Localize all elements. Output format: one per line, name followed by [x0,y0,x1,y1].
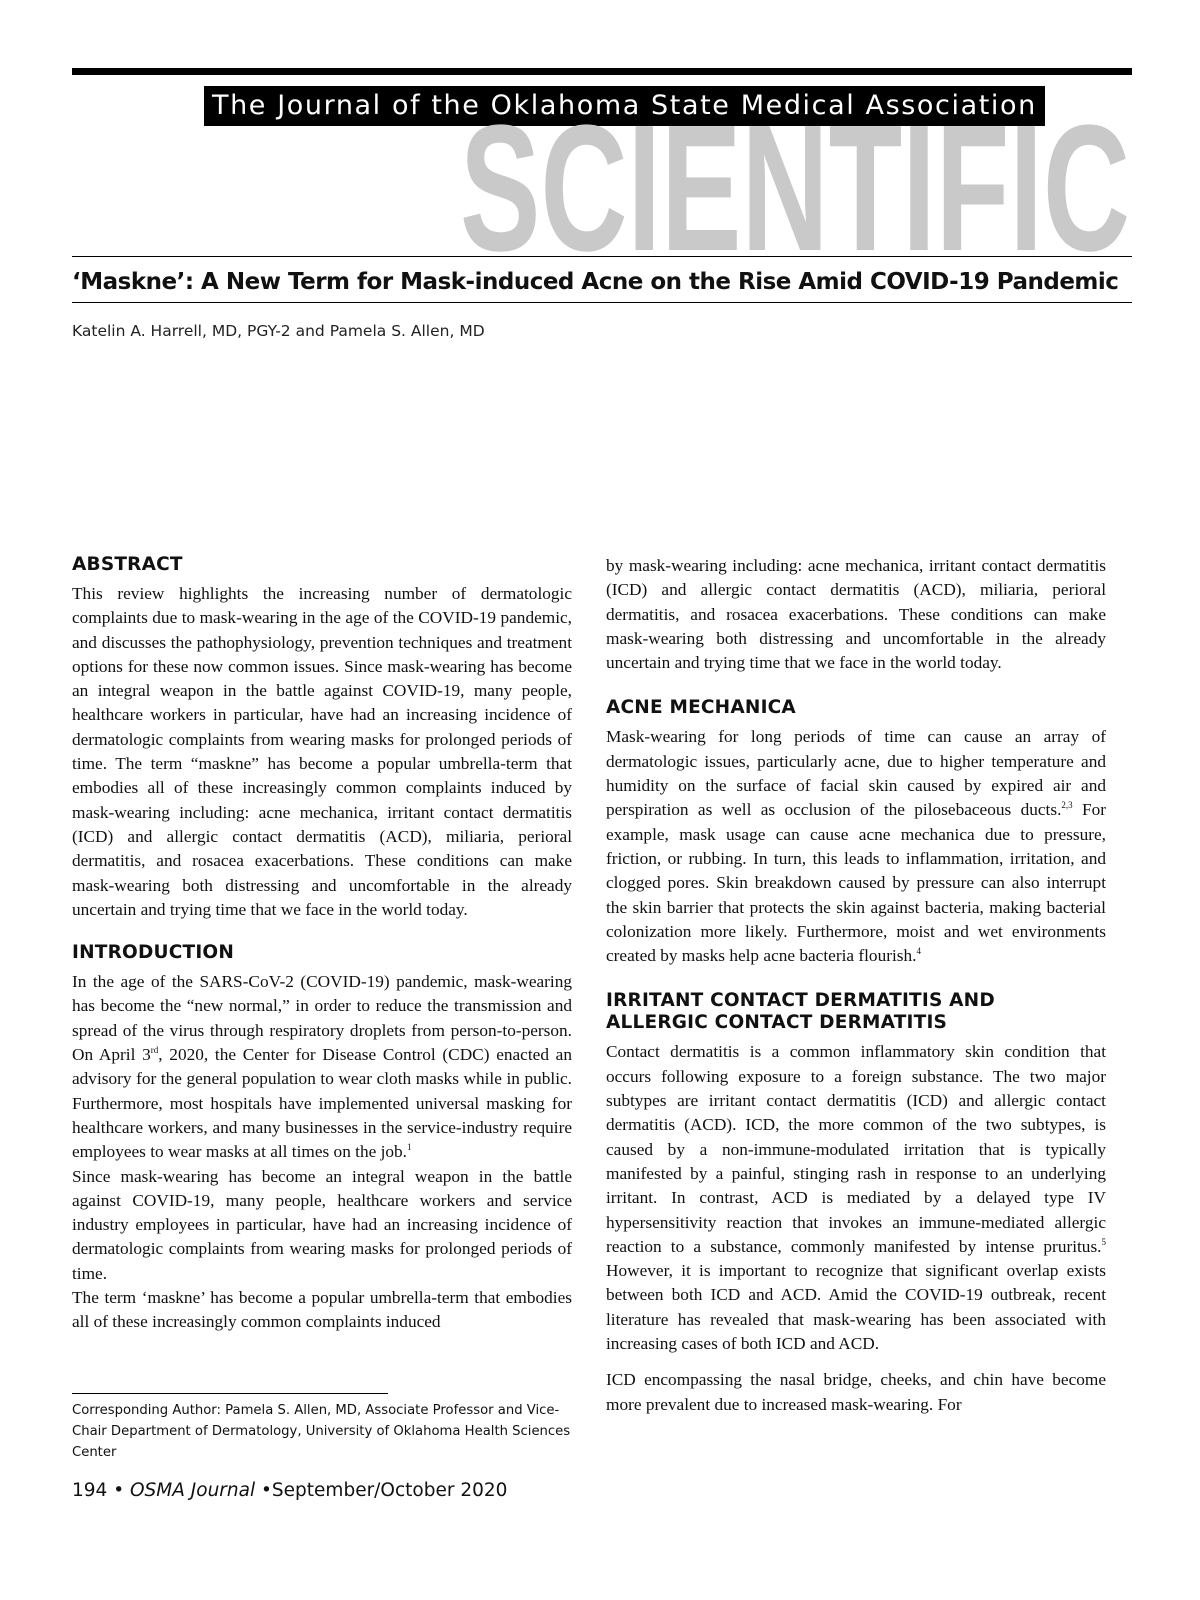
dermatitis-heading-line-2: ALLERGIC CONTACT DERMATITIS [606,1012,948,1034]
footer-issue: September/October 2020 [271,1480,508,1501]
page-number: 194 [72,1480,108,1501]
acne-mechanica-paragraph [606,725,1106,968]
title-rule-bottom [72,302,1132,303]
dermatitis-heading-line-1: IRRITANT CONTACT DERMATITIS AND [606,990,995,1012]
right-column [606,554,1106,1417]
reference-marker: 1 [407,1142,412,1153]
abstract-heading: ABSTRACT [72,554,183,575]
reference-marker: 2,3 [1061,800,1073,811]
abstract-continued-text: by mask-wearing including: acne mechanica, irritant contact dermatitis (ICD) and allergic contact dermatitis (ACD), miliaria, perioral dermatitis, and rosacea exacerbations. These conditions can make mask-wearing both distressing and uncomfortable in the already uncertain and trying time that we face in the world today. [606,556,1106,673]
dermatitis-heading [606,990,1106,1034]
introduction-paragraph-2: Since mask-wearing has become an integral weapon in the battle against COVID-19, many people, healthcare workers and service industry employees in particular, have had an increasing incidence of dermatologic complaints from wearing masks for prolonged periods of time. [72,1166,572,1283]
introduction-paragraph-3: The term ‘maskne’ has become a popular umbrella-term that embodies all of these increasingly common complaints induced [72,1288,572,1332]
section-label-scientific [460,110,1130,255]
reference-marker: 4 [916,946,921,957]
ordinal-suffix: rd [150,1045,159,1056]
section-label-text: SCIENTIFIC [460,110,1130,255]
dermatitis-text-part: However, it is important to recognize that significant overlap exists between both ICD and ACD. Amid the COVID-19 outbreak, recent literature has revealed that mask-wearing has been associated with increasing cases of both ICD and ACD. [606,1261,1106,1354]
intro-text-part: , 2020, the Center for Disease Control (CDC) enacted an advisory for the general population to wear cloth masks while in public. Furthermore, most hospitals have implemented universal masking for healthcare workers, and many businesses in the service-industry require employees to wear masks at all times on the job. [72,1045,572,1162]
footer-journal-name: OSMA Journal [130,1480,256,1501]
acne-text-part: For example, mask usage can cause acne mechanica due to pressure, friction, or rubbing. In turn, this leads to inflammation, irritation, and clogged pores. Skin breakdown caused by pressure can also interrupt the skin barrier that protects the skin against bacteria, making bacterial colonization more likely. Furthermore, moist and wet environments created by masks help acne bacteria flourish. [606,800,1107,966]
abstract-text: This review highlights the increasing number of dermatologic complaints due to mask-wearing in the age of the COVID-19 pandemic, and discusses the pathophysiology, prevention techniques and treatment options for these now common issues. Since mask-wearing has become an integral weapon in the battle against COVID-19, many people, healthcare workers in particular, have had an increasing incidence of dermatologic complaints from wearing masks for prolonged periods of time. The term “maskne” has become a popular umbrella-term that embodies all of these increasingly common complaints induced by mask-wearing including: acne mechanica, irritant contact dermatitis (ICD) and allergic contact dermatitis (ACD), miliaria, perioral dermatitis, and rosacea exacerbations. These conditions can make mask-wearing both distressing and uncomfortable in the already uncertain and trying time that we face in the world today. [72,584,572,919]
acne-mechanica-heading: ACNE MECHANICA [606,697,796,719]
dermatitis-paragraph-2: ICD encompassing the nasal bridge, cheeks, and chin have become more prevalent due to increased mask-wearing. For [606,1370,1106,1414]
footer-separator: • [107,1480,130,1501]
introduction-heading: INTRODUCTION [72,942,235,964]
dermatitis-paragraph-1 [606,1040,1106,1356]
footer-separator: • [255,1480,272,1501]
reference-marker: 5 [1101,1237,1106,1248]
author-line: Katelin A. Harrell, MD, PGY-2 and Pamela S. Allen, MD [72,322,485,340]
journal-name-banner: The Journal of the Oklahoma State Medical Association [204,86,1045,126]
dermatitis-text-part: Contact dermatitis is a common inflammatory skin condition that occurs following exposure to a foreign substance. The two major subtypes are irritant contact dermatitis (ICD) and allergic contact dermatitis (ACD). ICD, the more common of the two subtypes, is caused by a non-immune-modulated irritation that is typically manifested by a painful, stinging rash in response to an underlying irritant. In contrast, ACD is mediated by a delayed type IV hypersensitivity reaction that invokes an immune-mediated allergic reaction to a substance, commonly manifested by intense pruritus. [606,1042,1106,1256]
intro-text-part: In the age of the SARS-CoV-2 (COVID-19) pandemic, mask-wearing has become the “new normal,” in order to reduce the transmission and spread of the virus through respiratory droplets from person-to-person. On April 3 [72,972,572,1065]
footnote-rule [72,1393,388,1394]
page-footer [72,1480,507,1501]
left-column [72,554,572,1335]
introduction-paragraph-1 [72,970,572,1164]
article-title: ‘Maskne’: A New Term for Mask-induced Acne on the Rise Amid COVID-19 Pandemic [72,269,1119,295]
title-rule-top [72,256,1132,257]
corresponding-author-footnote: Corresponding Author: Pamela S. Allen, MD, Associate Professor and Vice-Chair Department of Dermatology, University of Oklahoma Health Sciences Center [72,1403,571,1460]
acne-text-part: Mask-wearing for long periods of time can cause an array of dermatologic issues, particularly acne, due to higher temperature and humidity on the surface of facial skin caused by expired air and perspiration as well as occlusion of the pilosebaceous ducts. [606,727,1106,820]
top-rule [72,68,1132,75]
